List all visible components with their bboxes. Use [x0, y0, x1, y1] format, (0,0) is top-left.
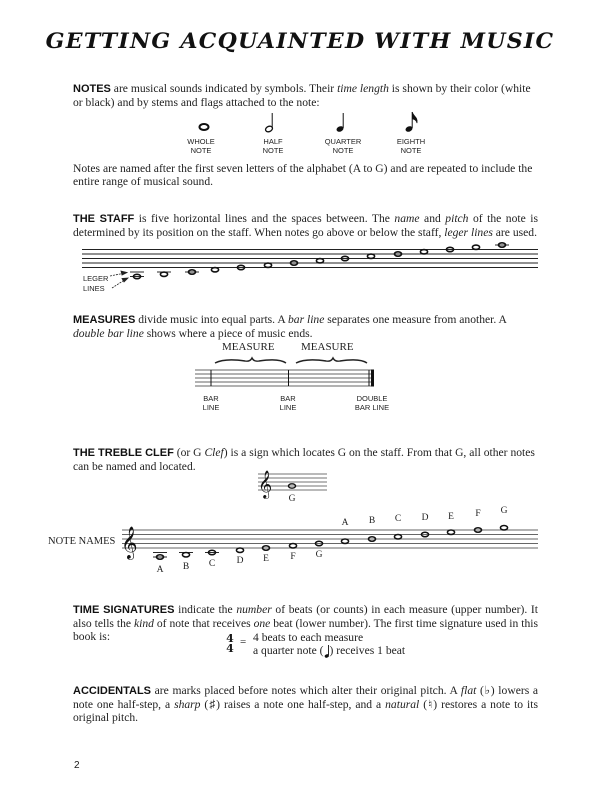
note-name-label: C	[394, 514, 402, 524]
time-signatures-paragraph: TIME SIGNATURES indicate the number of beats (or counts) in each measure (upper number). It also tells the kind of note that receives one beat (lower number). The first time signature used in this book is:	[73, 603, 538, 643]
note-name-label: E	[448, 512, 454, 522]
note-names-label: NOTE NAMES	[48, 536, 116, 547]
accidentals-paragraph: ACCIDENTALS are marks placed before notes which alter their original pitch. A flat (♭) lowers a note one half-step, a sharp (♯) raises a note one half-step, and a natural (♮) restores a note to its original pitch.	[73, 684, 538, 724]
note-name-label: G	[500, 506, 508, 516]
note-name-label: B	[182, 562, 190, 572]
note-name-label: A	[341, 518, 349, 528]
bar-line-label-2: BAR LINE	[279, 394, 297, 412]
quarter-note-caption: QUARTER NOTE	[324, 137, 362, 155]
note-name-label: B	[368, 516, 376, 526]
notes-text: are musical sounds indicated by symbols. Their	[110, 82, 338, 95]
treble-clef-heading: THE TREBLE CLEF	[73, 447, 174, 459]
measures-paragraph: MEASURES divide music into equal parts. A bar line separates one measure from another. A double bar line shows where a piece of music ends.	[73, 313, 507, 340]
bar-line-label-1: BAR LINE	[202, 394, 220, 412]
note-name-label: E	[263, 554, 269, 564]
note-name-label: G	[315, 550, 323, 560]
measures-heading: MEASURES	[73, 314, 136, 326]
page-number: 2	[74, 760, 80, 771]
half-note-caption: HALF NOTE	[262, 137, 284, 155]
note-naming-paragraph: Notes are named after the first seven letters of the alphabet (A to G) and are repeated to include the entire range of musical sound.	[73, 162, 533, 188]
note-name-label: D	[421, 513, 429, 523]
note-name-label: F	[475, 509, 481, 519]
leger-lines-label: LEGER LINES	[83, 274, 109, 293]
time-signature-explanation: 4 beats to each measure a quarter note ( ) receives 1 beat	[253, 631, 406, 657]
accidentals-heading: ACCIDENTALS	[73, 685, 152, 697]
time-signature-icon: 4 4	[226, 632, 234, 655]
measure-label-2: MEASURE	[301, 341, 354, 353]
quarter-note-icon	[324, 645, 330, 656]
note-name-label: D	[236, 556, 244, 566]
equals-sign: =	[240, 636, 247, 648]
double-bar-line-label: DOUBLE BAR LINE	[354, 394, 390, 412]
note-name-label: C	[208, 559, 216, 569]
eighth-note-caption: EIGHTH NOTE	[396, 137, 426, 155]
note-name-label: A	[156, 565, 164, 575]
treble-clef-paragraph: THE TREBLE CLEF (or G Clef) is a sign which locates G on the staff. From that G, all other notes can be named and located.	[73, 446, 535, 473]
note-name-label: F	[290, 552, 296, 562]
notes-heading: NOTES	[73, 83, 111, 95]
treble-clef-icon: 𝄞	[121, 526, 138, 559]
notes-emphasis: time length	[337, 82, 389, 95]
treble-clef-icon: 𝄞	[258, 470, 273, 498]
g-note-label: G	[288, 494, 296, 504]
staff-paragraph: THE STAFF is five horizontal lines and the spaces between. The name and pitch of the note is determined by its position on the staff. When notes go above or below the staff, leger lines are used.	[73, 212, 538, 239]
page-title: GETTING ACQUAINTED WITH MUSIC	[45, 28, 555, 53]
time-signatures-heading: TIME SIGNATURES	[73, 604, 175, 616]
whole-note-caption: WHOLE NOTE	[187, 137, 215, 155]
measure-label-1: MEASURE	[222, 341, 275, 353]
staff-heading: THE STAFF	[73, 213, 135, 225]
notes-text: is shown by their color (white or black) and by stems and flags attached to the note:	[73, 82, 531, 109]
